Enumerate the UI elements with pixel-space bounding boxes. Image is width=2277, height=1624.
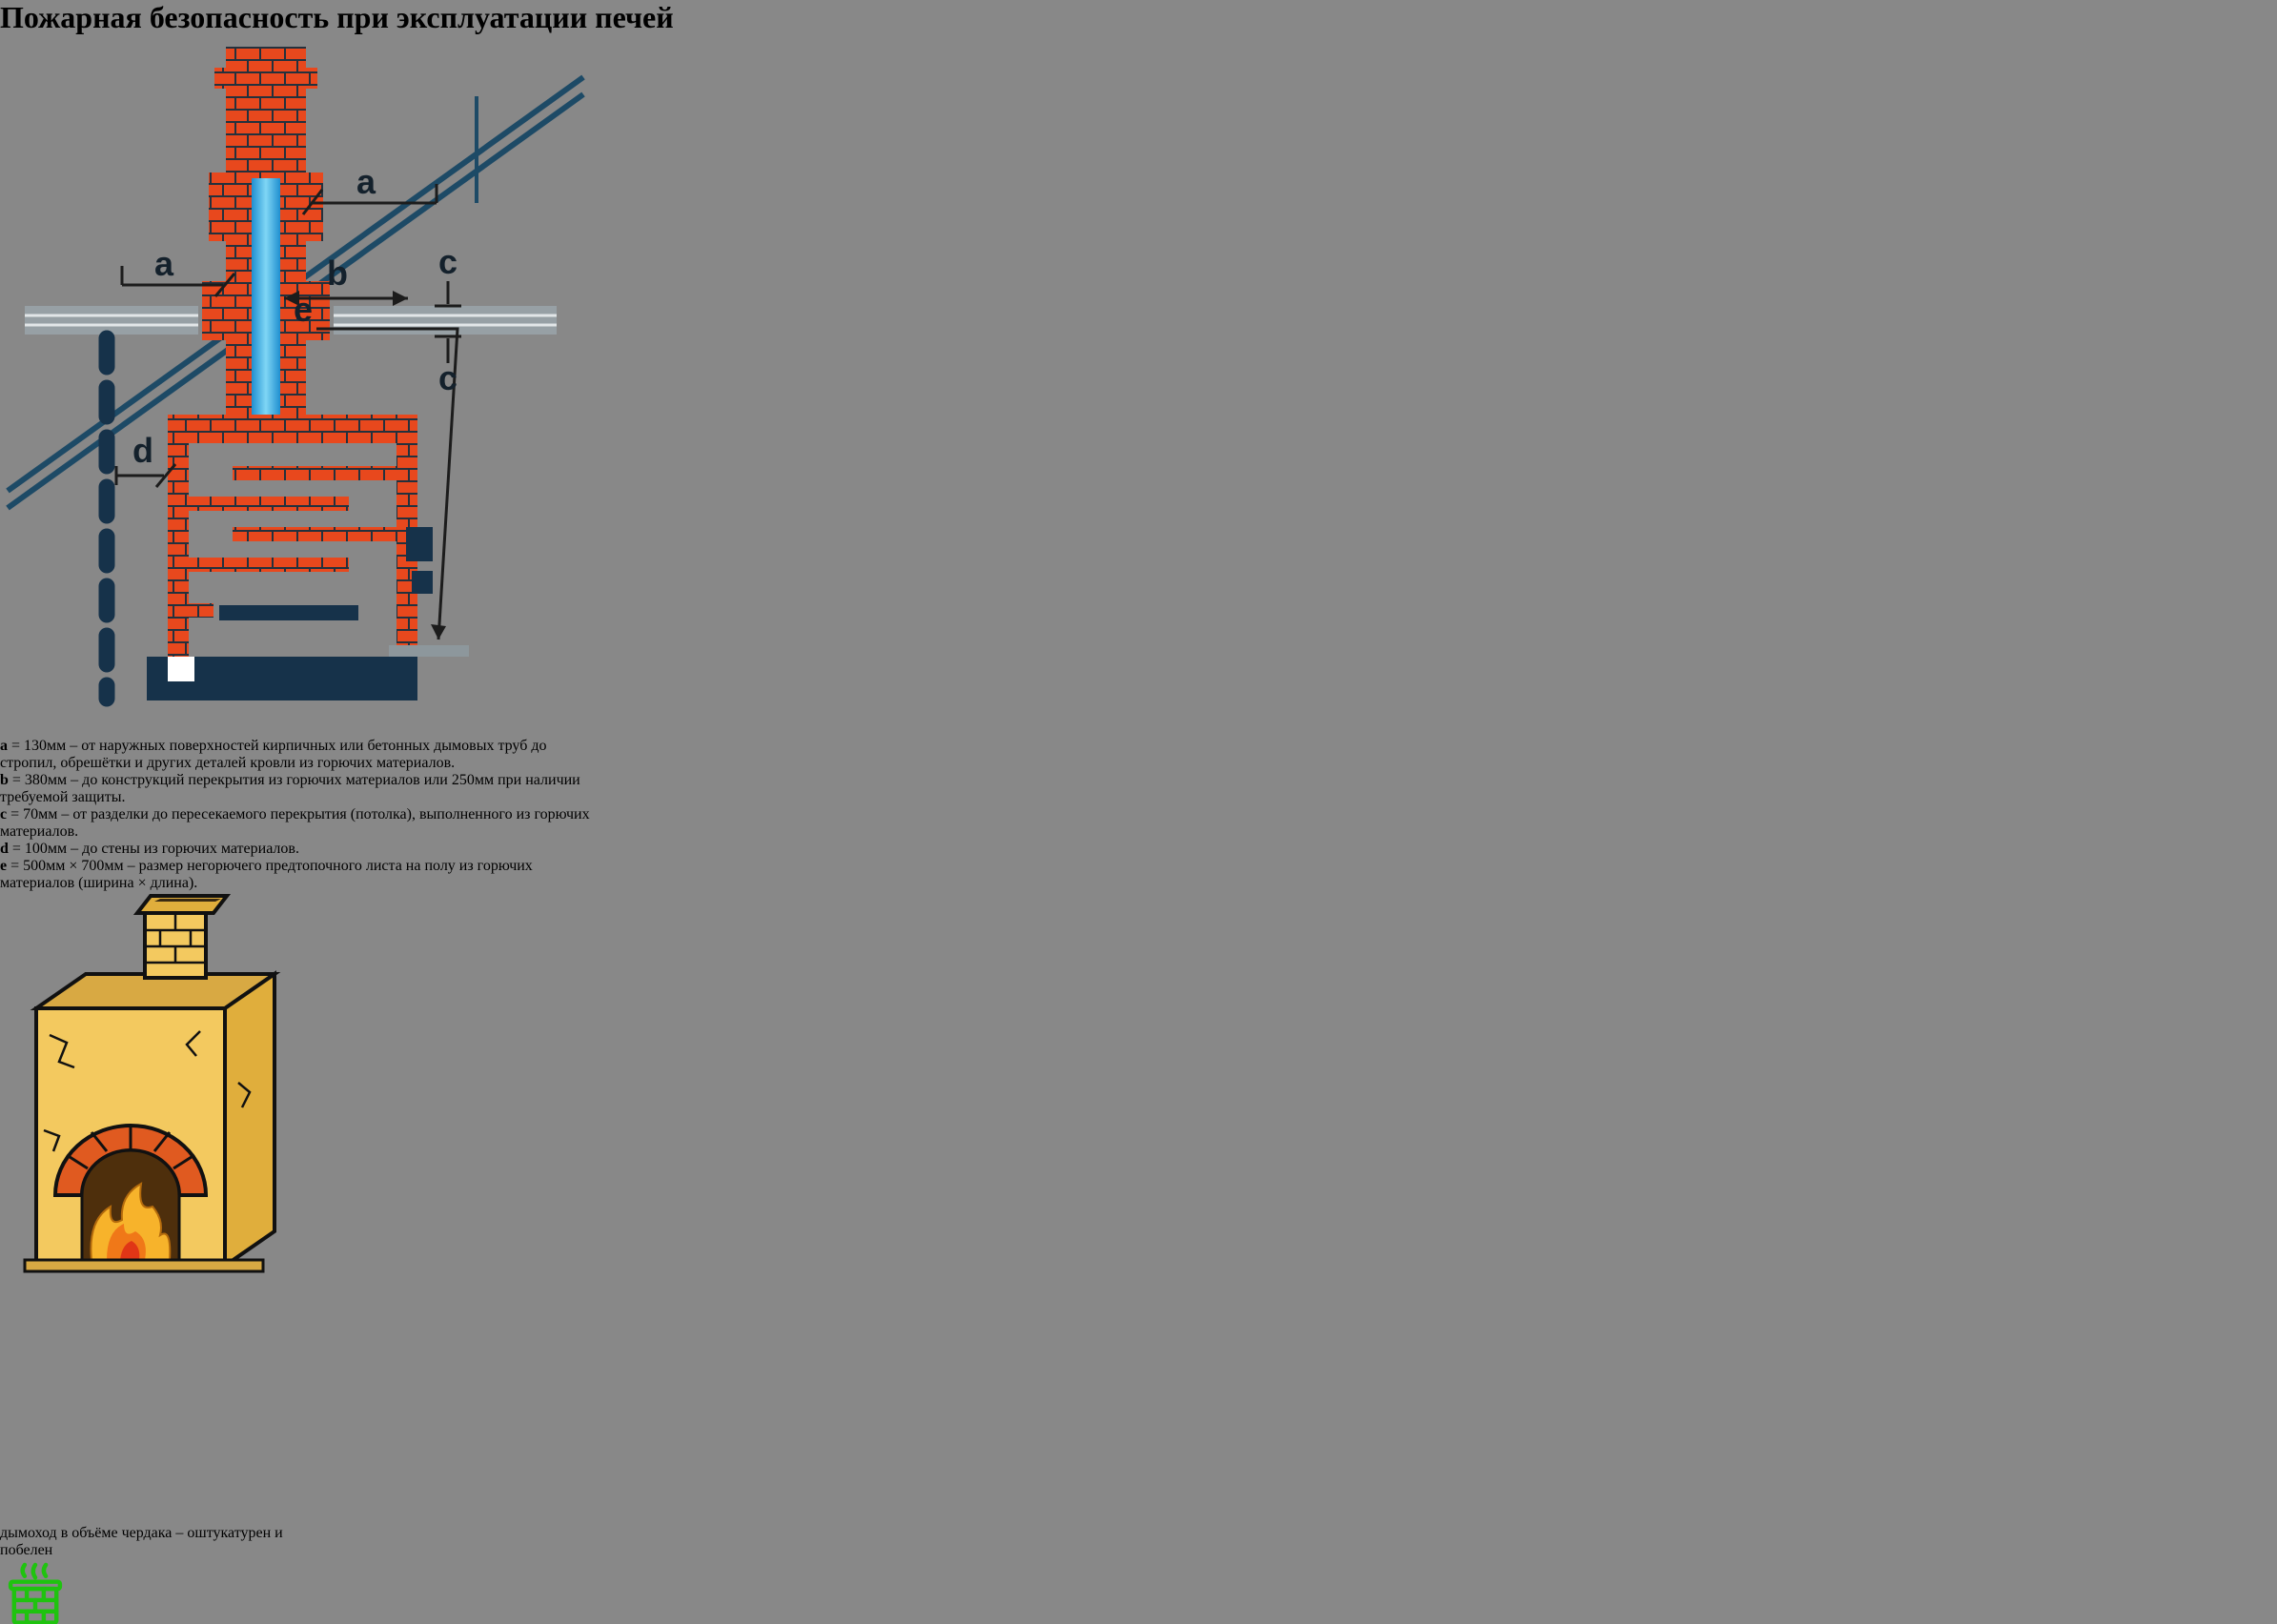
badge-disc [0,1559,126,1624]
diagram-label-e: e [293,290,314,329]
definition-text: = 70мм – от разделки до пересекаемого перекрытия (потолка), выполненного из горючих материалов. [0,806,590,840]
diagram-label-a-roof: a [356,162,376,201]
definition-text: = 500мм × 700мм – размер негорючего предтопочного листа на полу из горючих материалов (ширина × длина). [0,858,533,891]
definition-letter: e [0,858,8,874]
definition-b [0,772,596,806]
middle-column [0,892,2277,1624]
definition-letter: a [0,738,8,754]
diagram-label-c-top: c [437,242,458,281]
definition-d [0,841,596,858]
stove-body [147,415,469,700]
badge-connector-line [0,1278,7,1518]
definition-text: = 380мм – до конструкций перекрытия из горючих материалов или 250мм при наличии требуемой защиты. [0,772,580,805]
stove-illustration [0,892,281,1273]
badge-plastered-chimney [0,1525,335,1624]
definition-letter: d [0,841,9,857]
stove-clearance-diagram [0,35,600,738]
left-title: Пожарная безопасность при эксплуатации печей [0,0,674,34]
flue-channel [252,178,280,428]
diagram-label-c-bottom: c [437,358,458,397]
hearth-sheet [389,645,469,657]
badge-pill [0,1525,335,1559]
definition-text: = 100мм – до стены из горючих материалов. [11,841,299,857]
diagram-label-b: b [327,254,348,293]
stove-chimney [137,896,227,978]
definition-text: = 130мм – от наружных поверхностей кирпичных или бетонных дымовых труб до стропил, обрешётки и других деталей кровли из горючих материалов. [0,738,547,771]
diagram-label-d: d [132,431,153,470]
definition-e [0,858,596,892]
definition-a [0,738,596,772]
badge-label: дымоход в объёме чердака – оштукатурен и побелен [0,1525,283,1558]
definition-c [0,806,596,841]
definition-letter: c [0,806,8,822]
badge-connector-branch [0,1518,55,1525]
chimney-icon [0,1559,71,1624]
diagram-label-a-left: a [153,244,174,283]
chimney-masonry [202,47,330,428]
definition-letter: b [0,772,9,788]
stove-diagram-card [0,35,600,738]
